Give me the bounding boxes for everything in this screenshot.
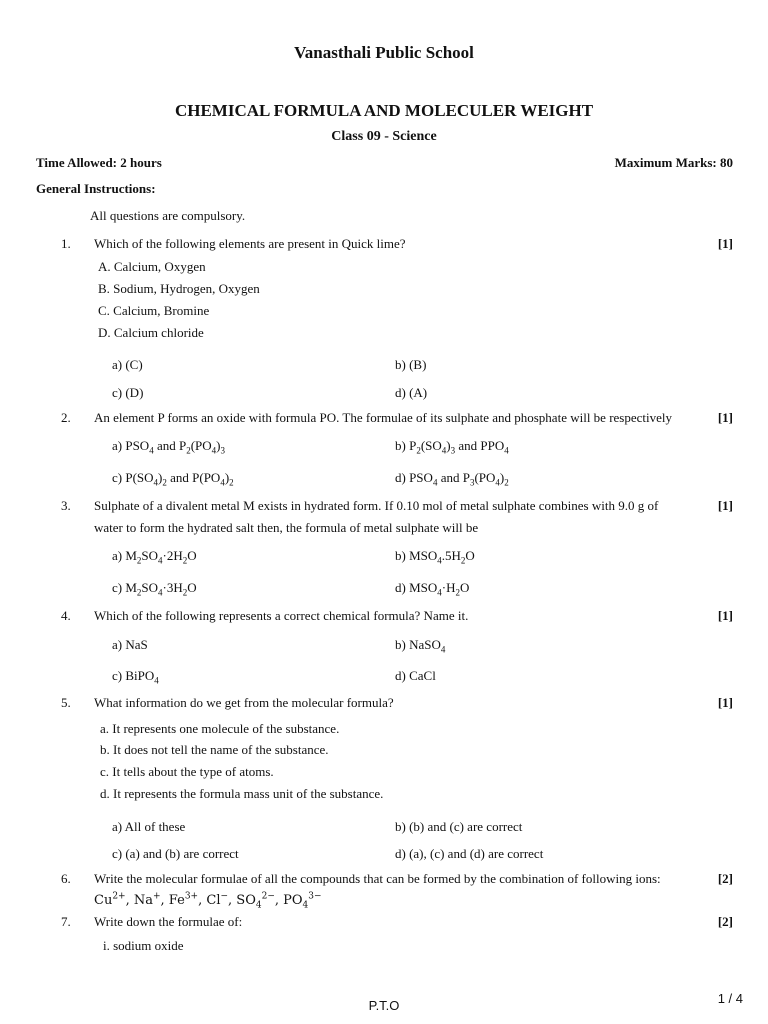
school-name: Vanasthali Public School xyxy=(294,43,474,62)
option-b: b) (b) and (c) are correct xyxy=(395,819,523,834)
question-number: 7. xyxy=(61,914,71,929)
class-subject: Class 09 - Science xyxy=(331,129,437,144)
question-marks: [1] xyxy=(717,236,733,251)
question-marks: [1] xyxy=(717,695,733,710)
option-c: c) $M_2SO_4\cdot 3H_2O$ xyxy=(112,580,197,598)
question-number: 3. xyxy=(61,498,71,513)
option-a: a) All of these xyxy=(112,819,186,834)
option-d: d) (A) xyxy=(395,385,428,400)
statement-item: A. Calcium, Oxygen xyxy=(98,259,206,274)
question-marks: [1] xyxy=(717,410,733,425)
option-c: c) BiPO$_4$ xyxy=(112,668,159,686)
question-text: What information do we get from the molecular formula? xyxy=(94,695,394,710)
option-b: b) $P_2(SO_4)_3$ and $PPO_4$ xyxy=(395,438,509,456)
time-allowed: Time Allowed: 2 hours xyxy=(36,155,162,170)
question-text: Which of the following represents a correct chemical formula? Name it. xyxy=(94,608,469,623)
statement-item: a. It represents one molecule of the substance. xyxy=(100,721,340,736)
option-d: d) (a), (c) and (d) are correct xyxy=(395,846,544,861)
option-c: c) (a) and (b) are correct xyxy=(112,846,239,861)
question-number: 4. xyxy=(61,608,71,623)
question-text: Write down the formulae of: xyxy=(94,914,243,929)
page-number: 1 / 4 xyxy=(717,991,743,1006)
option-b: b) (B) xyxy=(395,357,427,372)
statement-item: C. Calcium, Bromine xyxy=(98,303,210,318)
option-d: d) $PSO_4$ and $P_3(PO_4)_2$ xyxy=(395,470,509,488)
statement-item: i. sodium oxide xyxy=(103,938,184,953)
question-number: 6. xyxy=(61,871,71,886)
question-text: An element P forms an oxide with formula PO. The formulae of its sulphate and phosphate will be respectively xyxy=(94,410,673,425)
question-number: 5. xyxy=(61,695,71,710)
option-b: b) $MSO_4.5H_2O$ xyxy=(395,548,475,566)
question-number: 2. xyxy=(61,410,71,425)
instruction-text: All questions are compulsory. xyxy=(90,208,246,223)
maximum-marks: Maximum Marks: 80 xyxy=(614,155,733,170)
option-d: d) CaCl xyxy=(395,668,436,683)
statement-item: B. Sodium, Hydrogen, Oxygen xyxy=(98,281,260,296)
statement-item: D. Calcium chloride xyxy=(98,325,204,340)
question-text-line-1: Sulphate of a divalent metal M exists in hydrated form. If 0.10 mol of metal sulphate combines with 9.0 g of xyxy=(94,498,659,513)
option-d: d) $MSO_4\cdot H_2O$ xyxy=(395,580,470,598)
page-turn-note: P.T.O xyxy=(368,998,400,1013)
option-a: a) (C) xyxy=(112,357,143,372)
option-c: c) (D) xyxy=(112,385,144,400)
option-b: b) NaSO$_4$ xyxy=(395,637,446,655)
option-a: a) $PSO_4$ and $P_2(PO_4)_3$ xyxy=(112,438,225,456)
statement-item: d. It represents the formula mass unit of the substance. xyxy=(100,786,384,801)
statement-item: b. It does not tell the name of the substance. xyxy=(100,742,329,757)
question-marks: [1] xyxy=(717,498,733,513)
ion-list: $Cu^{2+}$, Na+, $Fe^{3+}$, Cl−, $SO_4^{2-}$, $PO_4^{3-}$ xyxy=(94,891,322,911)
question-text: Write the molecular formulae of all the compounds that can be formed by the combination of following ions: xyxy=(94,871,661,886)
question-marks: [2] xyxy=(717,914,733,929)
general-instructions-heading: General Instructions: xyxy=(36,181,156,196)
question-number: 1. xyxy=(61,236,71,251)
option-a: a) NaS xyxy=(112,637,148,652)
question-text: Which of the following elements are present in Quick lime? xyxy=(94,236,406,251)
question-marks: [2] xyxy=(717,871,733,886)
option-c: c) $P(SO_4)_2$ and $P(PO_4)_2$ xyxy=(112,470,234,488)
paper-title: CHEMICAL FORMULA AND MOLECULER WEIGHT xyxy=(174,101,594,120)
statement-item: c. It tells about the type of atoms. xyxy=(100,764,274,779)
question-text-line-2: water to form the hydrated salt then, the formula of metal sulphate will be xyxy=(94,520,479,535)
option-a: a) $M_2SO_4\cdot 2H_2O$ xyxy=(112,548,197,566)
question-marks: [1] xyxy=(717,608,733,623)
